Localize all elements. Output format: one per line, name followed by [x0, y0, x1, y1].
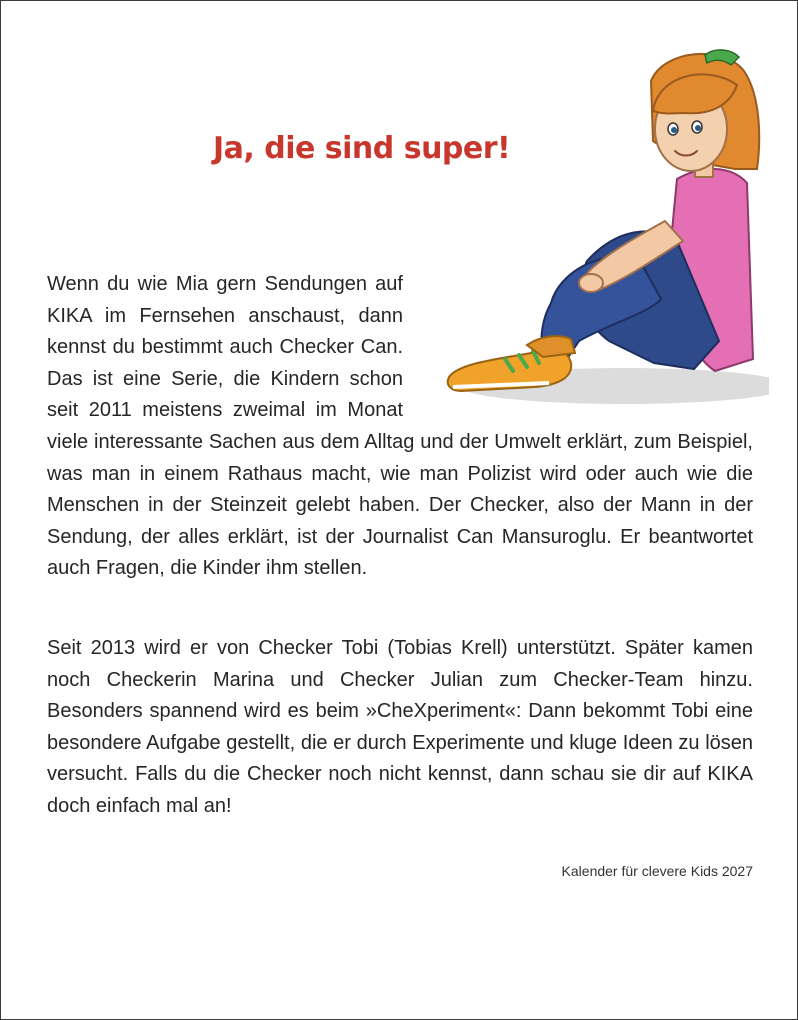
footer-credit: Kalender für clevere Kids 2027: [561, 863, 753, 879]
paragraph-team: Seit 2013 wird er von Checker Tobi (Tobias Krell) unterstützt. Später kamen noch Checkerin Marina und Checker Julian zum Checker-Team hinzu. Besonders spannend wird es beim »CheXperiment«: Dann bekommt Tobi eine besondere Aufgabe gestellt, die er durch Experimente und kluge Ideen zu lösen versucht. Falls du die Checker noch nicht kennst, dann schau sie dir auf KIKA doch einfach mal an!: [47, 637, 753, 817]
paragraph-intro: [47, 269, 753, 585]
pupil-right-shape: [695, 125, 701, 131]
illustration-spacer: [403, 269, 753, 419]
paragraph-intro-text: Wenn du wie Mia gern Sendungen auf KIKA im Fernsehen anschaust, dann kennst du bestimmt auch Checker Can. Das ist eine Serie, die Kindern schon seit 2011 meistens zweimal im Monat viele interessante Sachen aus dem Alltag und der Umwelt erklärt, zum Beispiel, was man in einem Rathaus macht, wie man Polizist wird oder auch wie die Menschen in der Steinzeit gelebt haben. Der Checker, also der Mann in der Sendung, der alles erklärt, ist der Journalist Can Mansuroglu. Er beantwortet auch Fragen, die Kinder ihm stellen.: [47, 273, 753, 580]
page-title: Ja, die sind super!: [213, 131, 511, 166]
pupil-left-shape: [671, 127, 677, 133]
